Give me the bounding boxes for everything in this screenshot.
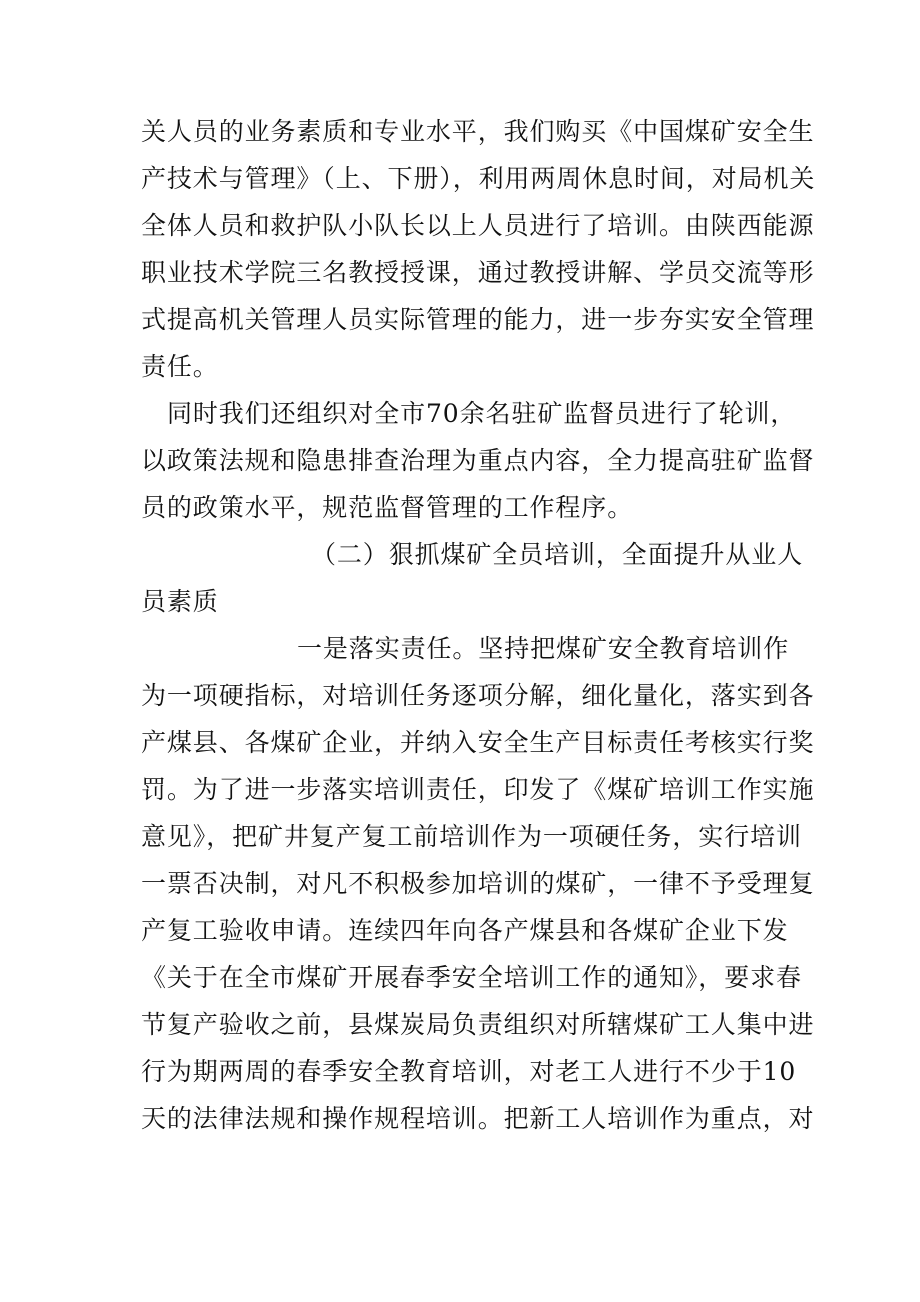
text-line: 罚。为了进一步落实培训责任，印发了《煤矿培训工作实施 xyxy=(141,775,815,804)
document-body xyxy=(141,108,816,1142)
text-line: 节复产验收之前，县煤炭局负责组织对所辖煤矿工人集中进 xyxy=(141,1010,815,1039)
text-line: 全体人员和救护队小队长以上人员进行了培训。由陕西能源 xyxy=(141,211,815,240)
text-line: 式提高机关管理人员实际管理的能力，进一步夯实安全管理 xyxy=(141,305,815,334)
text-line: 关人员的业务素质和专业水平，我们购买《中国煤矿安全生 xyxy=(141,117,815,146)
section-heading xyxy=(141,531,804,625)
text-line: 为一项硬指标，对培训任务逐项分解，细化量化，落实到各 xyxy=(141,681,815,710)
text-line: 《关于在全市煤矿开展春季安全培训工作的通知》，要求春 xyxy=(141,963,802,992)
paragraph-supervisor-training xyxy=(141,390,815,531)
text-line: 产复工验收申请。连续四年向各产煤县和各煤矿企业下发 xyxy=(141,916,789,945)
paragraph-responsibility xyxy=(141,625,815,1142)
text-line: 产煤县、各煤矿企业，并纳入安全生产目标责任考核实行奖 xyxy=(141,728,815,757)
heading-line: （二）狠抓煤矿全员培训，全面提升从业人 xyxy=(311,540,804,569)
heading-line: 员素质 xyxy=(141,587,219,616)
text-line: 同时我们还组织对全市70余名驻矿监督员进行了轮训， xyxy=(167,399,797,428)
text-line: 员的政策水平，规范监督管理的工作程序。 xyxy=(141,493,634,522)
paragraph-training-staff xyxy=(141,108,816,390)
text-line: 天的法律法规和操作规程培训。把新工人培训作为重点，对 xyxy=(141,1104,815,1133)
text-line: 产技术与管理》（上、下册），利用两周休息时间，对局机关 xyxy=(141,164,816,193)
text-line: 以政策法规和隐患排查治理为重点内容，全力提高驻矿监督 xyxy=(141,446,815,475)
text-line: 意见》，把矿井复产复工前培训作为一项硬任务，实行培训 xyxy=(141,822,802,851)
text-line: 责任。 xyxy=(141,352,219,381)
text-line: 一是落实责任。坚持把煤矿安全教育培训作 xyxy=(297,634,790,663)
text-line: 职业技术学院三名教授授课，通过教授讲解、学员交流等形 xyxy=(141,258,815,287)
text-line: 行为期两周的春季安全教育培训，对老工人进行不少于10 xyxy=(141,1057,797,1086)
text-line: 一票否决制，对凡不积极参加培训的煤矿，一律不予受理复 xyxy=(141,869,815,898)
